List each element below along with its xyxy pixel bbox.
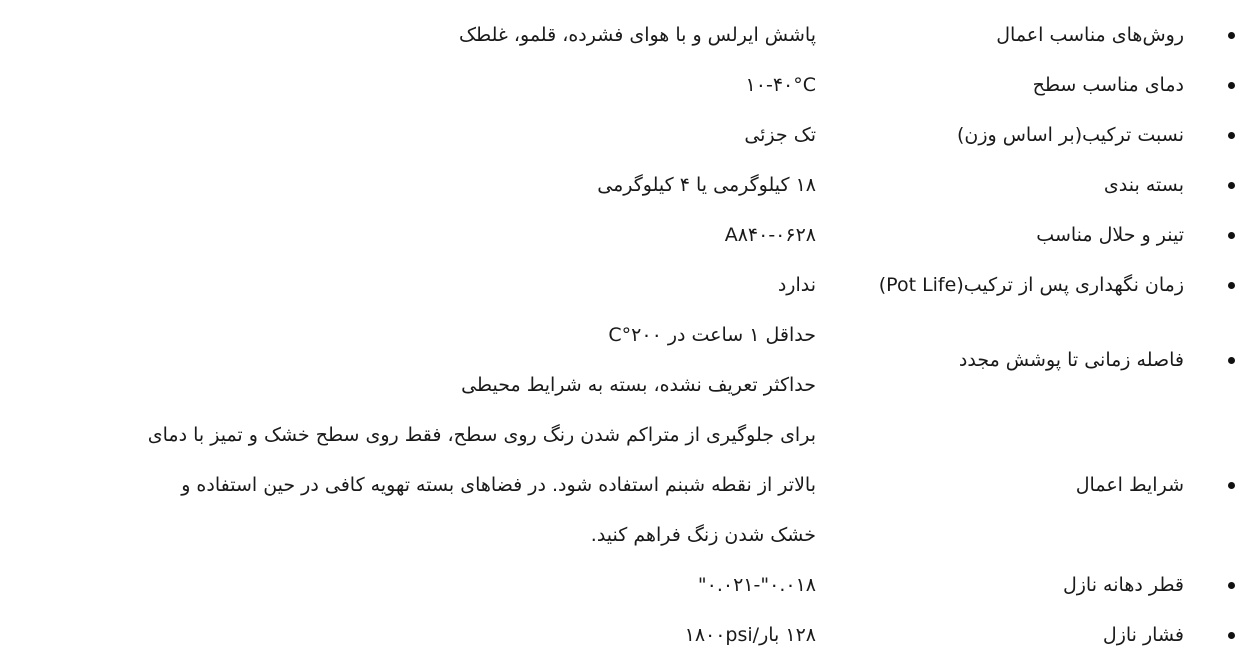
bullet-icon — [1228, 282, 1235, 289]
spec-label: فاصله زمانی تا پوشش مجدد — [958, 349, 1184, 371]
value-line: A۸۴۰-۰۶۲۸ — [724, 224, 816, 246]
bullet-icon — [1228, 582, 1235, 589]
bullet-col — [1210, 632, 1252, 639]
value-line: ندارد — [777, 274, 816, 296]
bullet-icon — [1228, 182, 1235, 189]
bullet-icon — [1228, 82, 1235, 89]
value-line: ۱۰-۴۰°C — [745, 74, 816, 96]
bullet-col — [1210, 282, 1252, 289]
list-item — [0, 110, 1252, 160]
spec-list — [0, 10, 1252, 660]
spec-value — [0, 560, 816, 610]
spec-value — [0, 60, 816, 110]
value-line: پاشش ایرلس و با هوای فشرده، قلمو، غلطک — [459, 24, 816, 46]
bullet-col — [1210, 82, 1252, 89]
spec-label: تینر و حلال مناسب — [1036, 224, 1184, 246]
bullet-icon — [1228, 482, 1235, 489]
list-item — [0, 60, 1252, 110]
bullet-icon — [1228, 32, 1235, 39]
bullet-icon — [1228, 357, 1235, 364]
list-item — [0, 310, 1252, 410]
bullet-col — [1210, 357, 1252, 364]
spec-label: فشار نازل — [1102, 624, 1184, 646]
list-item — [0, 210, 1252, 260]
list-item — [0, 10, 1252, 60]
bullet-col — [1210, 132, 1252, 139]
bullet-col — [1210, 32, 1252, 39]
spec-value — [0, 310, 816, 410]
list-item — [0, 560, 1252, 610]
list-item — [0, 610, 1252, 660]
spec-label: شرایط اعمال — [1075, 474, 1184, 496]
spec-value — [0, 160, 816, 210]
spec-label: قطر دهانه نازل — [1062, 574, 1184, 596]
spec-value — [0, 110, 816, 160]
bullet-col — [1210, 582, 1252, 589]
list-item — [0, 260, 1252, 310]
spec-value — [0, 610, 816, 660]
spec-label: دمای مناسب سطح — [1032, 74, 1184, 96]
bullet-col — [1210, 182, 1252, 189]
spec-value — [0, 410, 816, 560]
list-item — [0, 160, 1252, 210]
bullet-icon — [1228, 132, 1235, 139]
value-line: حداقل ۱ ساعت در ۲۰۰°C — [608, 324, 816, 346]
value-line: ۱۸ کیلوگرمی یا ۴ کیلوگرمی — [597, 174, 816, 196]
spec-value — [0, 260, 816, 310]
value-line: ۱۲۸ بار/۱۸۰۰psi — [684, 624, 816, 646]
spec-label: نسبت ترکیب(بر اساس وزن) — [956, 124, 1184, 146]
value-line: برای جلوگیری از متراکم شدن رنگ روی سطح، فقط روی سطح خشک و تمیز با دمای — [147, 424, 816, 446]
bullet-icon — [1228, 232, 1235, 239]
bullet-col — [1210, 232, 1252, 239]
list-item — [0, 410, 1252, 560]
value-line: ۰.۰۱۸"-۰.۰۲۱" — [697, 574, 816, 596]
spec-label: روش‌های مناسب اعمال — [996, 24, 1184, 46]
value-line: خشک شدن زنگ فراهم کنید. — [590, 524, 816, 546]
spec-value — [0, 10, 816, 60]
value-line: تک جزئی — [744, 124, 816, 146]
spec-value — [0, 210, 816, 260]
spec-label: زمان نگهداری پس از ترکیب(Pot Life) — [878, 274, 1184, 296]
value-line: حداکثر تعریف نشده، بسته به شرایط محیطی — [461, 374, 816, 396]
bullet-icon — [1228, 632, 1235, 639]
spec-label: بسته بندی — [1103, 174, 1184, 196]
bullet-col — [1210, 482, 1252, 489]
value-line: بالاتر از نقطه شبنم استفاده شود. در فضاهای بسته تهویه کافی در حین استفاده و — [181, 474, 816, 496]
